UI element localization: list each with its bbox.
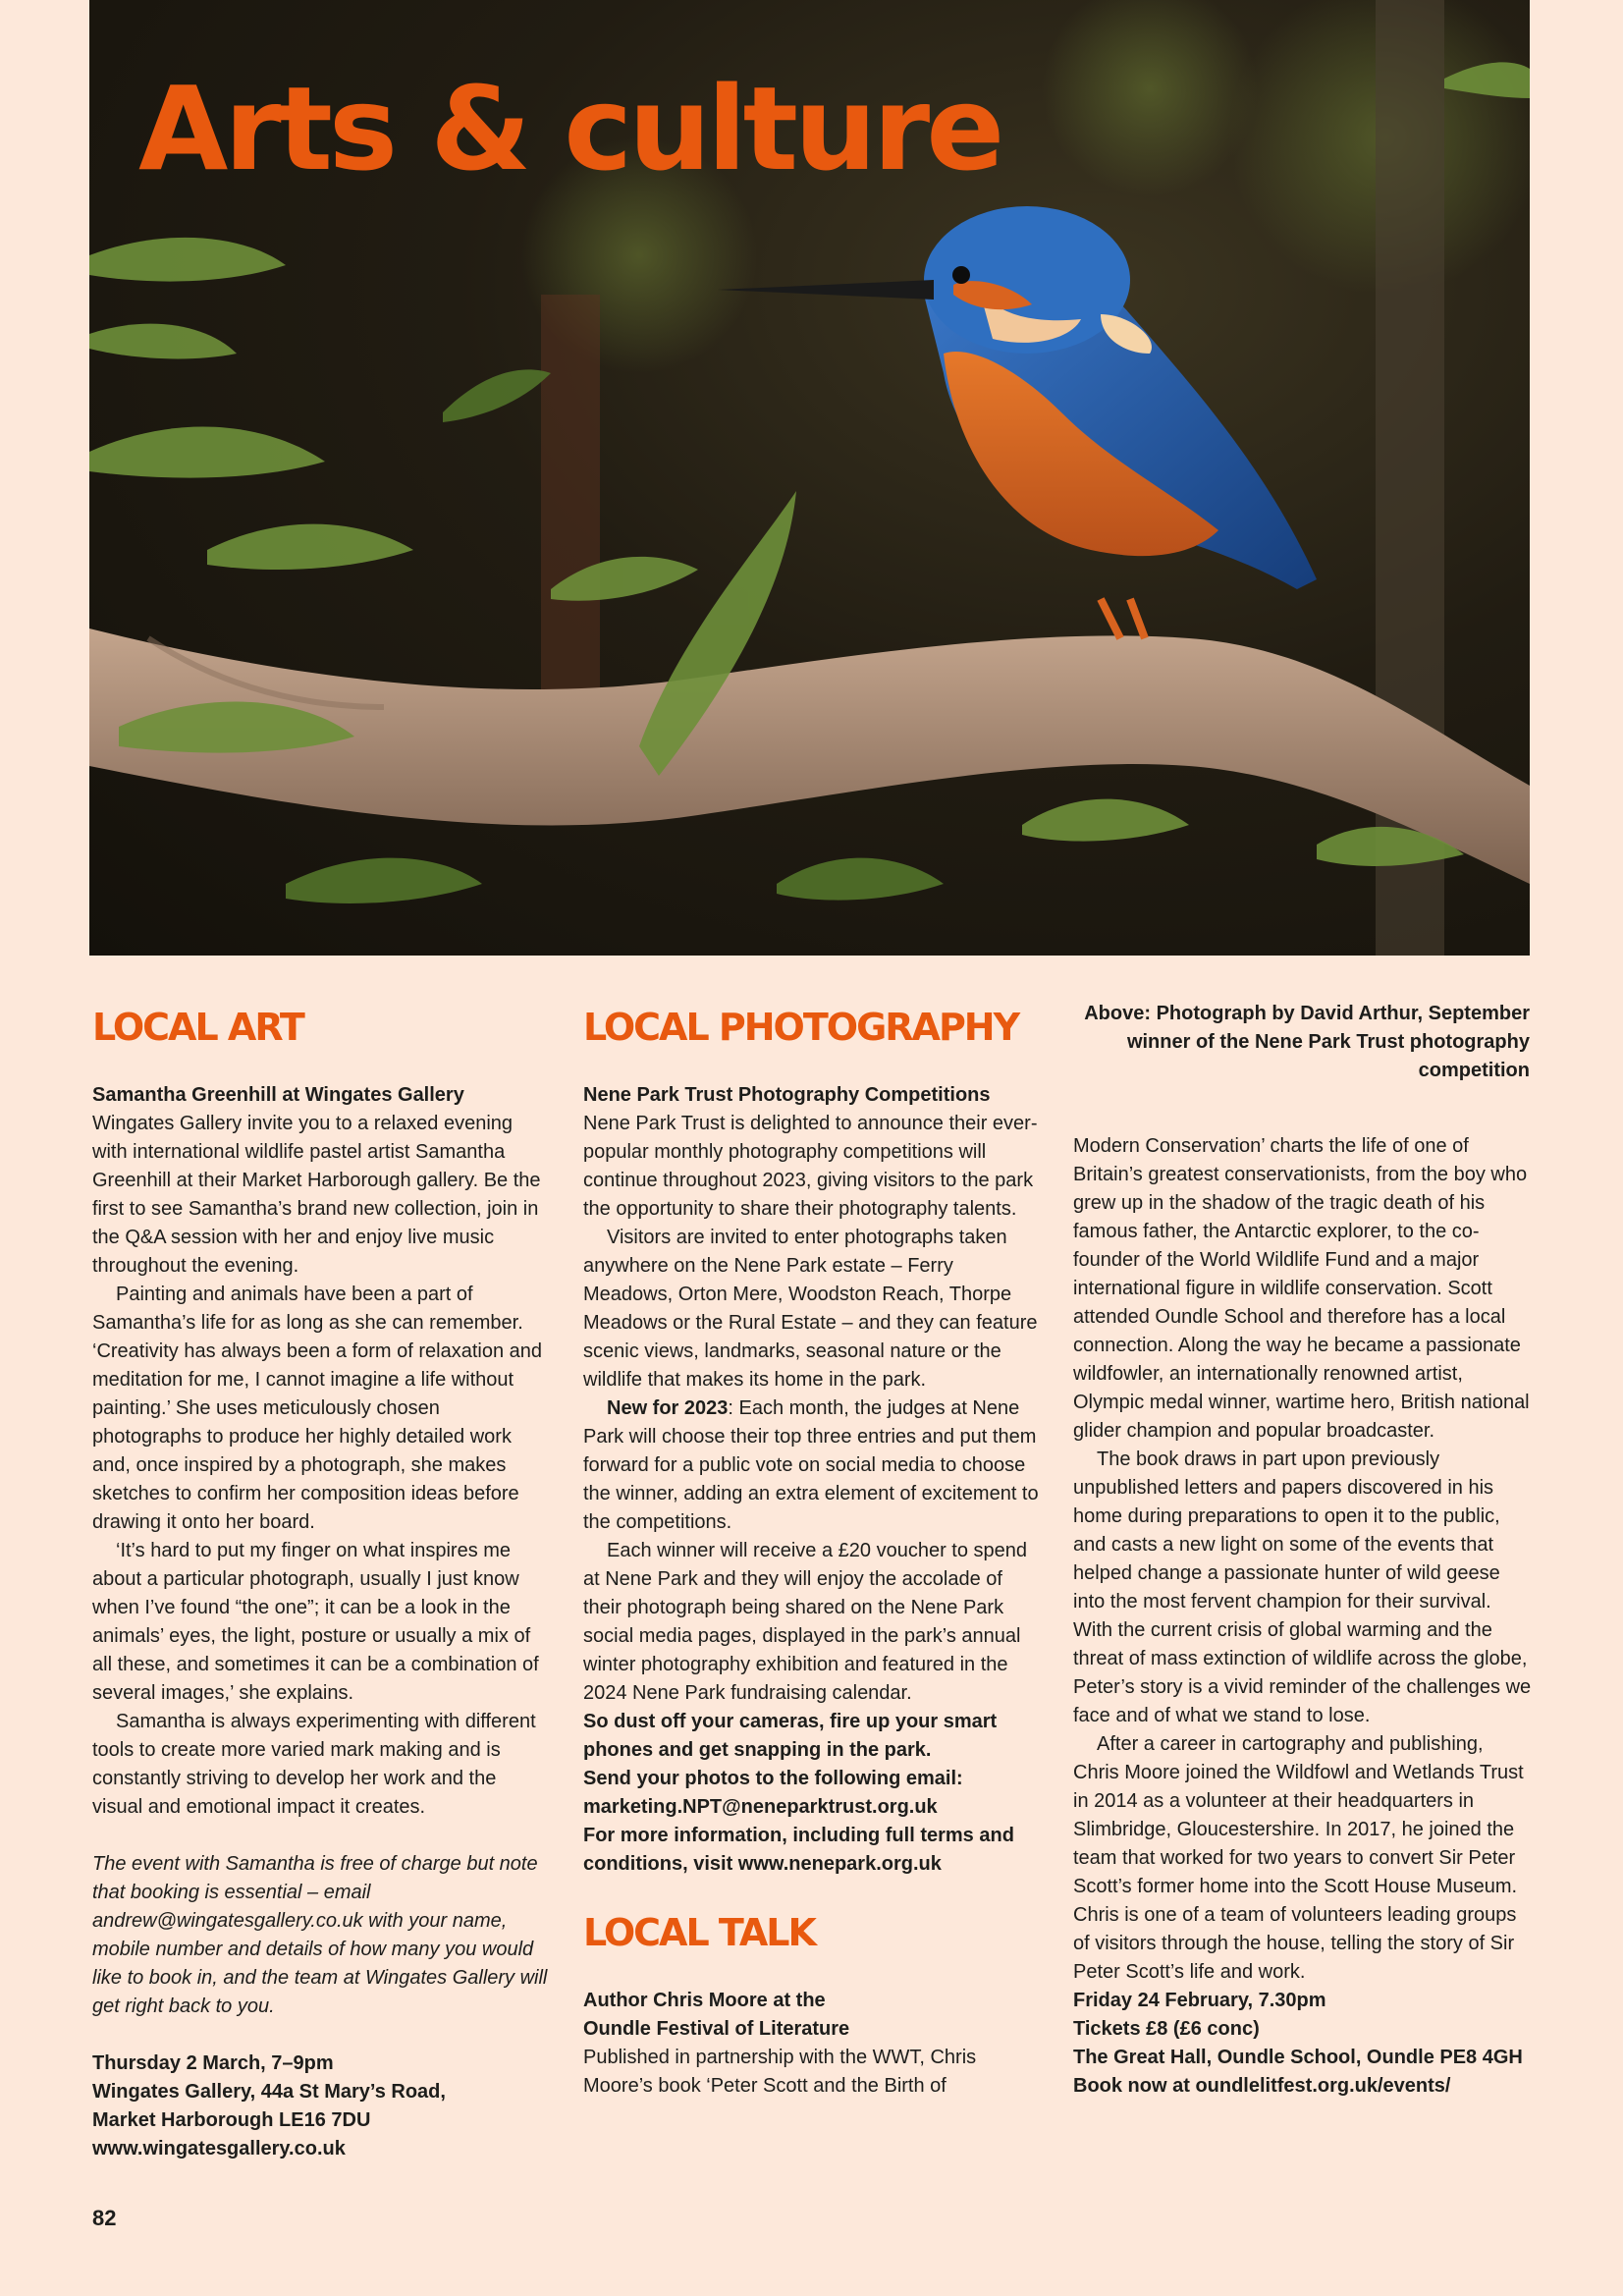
event-date: Thursday 2 March, 7–9pm [92,2052,334,2074]
booking-note: The event with Samantha is free of charge but note that booking is essential – email andrew@wingatesgallery.co.uk with your name, mobile number and details of how many you would like to book in, and the team at Wingates Gallery will get right back to you. [92,1853,548,2017]
local-talk-continued [1073,1132,1533,2101]
local-art-section [92,1002,552,2163]
local-talk-subheading: Oundle Festival of Literature [583,2018,850,2040]
page-title: Arts & culture [138,61,1001,196]
local-photography-heading: LOCAL PHOTOGRAPHY [583,1006,1019,1049]
article-paragraph: Nene Park Trust is delighted to announce their ever-popular monthly photography competitions will continue throughout 2023, giving visitors to the park the opportunity to share their photography talents. [583,1113,1038,1220]
local-photography-subheading: Nene Park Trust Photography Competitions [583,1084,991,1106]
callout-snapping: So dust off your cameras, fire up your smart phones and get snapping in the park. [583,1711,998,1761]
hero-image [89,0,1530,956]
talk-venue: The Great Hall, Oundle School, Oundle PE8 4GH [1073,2047,1523,2068]
article-paragraph: After a career in cartography and publishing, Chris Moore joined the Wildfowl and Wetlands Trust in 2014 as a volunteer at their headquarters in Slimbridge, Gloucestershire. In 2017, he joined the team that worked for two years to convert Sir Peter Scott’s former home into the Scott House Museum. Chris is one of a team of volunteers leading groups of visitors through the house, telling the story of Sir Peter Scott’s life and work. [1073,1733,1524,1983]
talk-tickets: Tickets £8 (£6 conc) [1073,2018,1260,2040]
local-art-heading: LOCAL ART [92,1006,303,1049]
talk-booking-link[interactable]: Book now at oundlelitfest.org.uk/events/ [1073,2075,1451,2097]
article-paragraph [583,1394,1043,1537]
article-paragraph: ‘It’s hard to put my finger on what inspires me about a particular photograph, usually I just know when I’ve found “the one”; it can be a look in the animals’ eyes, the light, posture or usually a mix of all these, and sometimes it can be a combination of several images,’ she explains. [92,1540,539,1704]
local-photography-section [583,1002,1043,2101]
local-talk-heading: LOCAL TALK [583,1911,815,1954]
article-paragraph: Painting and animals have been a part of Samantha’s life for as long as she can remember. ‘Creativity has always been a form of relaxation and meditation for me, I cannot imagine a life without painting.’ She uses meticulously chosen photographs to produce her highly detailed work and, once inspired by a photograph, she makes sketches to confirm her composition ideas before drawing it onto her board. [92,1284,543,1533]
event-website[interactable]: www.wingatesgallery.co.uk [92,2138,346,2159]
callout-more-info[interactable]: For more information, including full terms and conditions, visit www.nenepark.org.uk [583,1825,1014,1875]
new-for-2023-label: New for 2023 [607,1397,729,1419]
article-paragraph: The book draws in part upon previously unpublished letters and papers discovered in his home during preparations to open it to the public, and casts a new light on some of the events that helped change a passionate hunter of wild geese into the most fervent champion for their survival. With the current crisis of global warming and the threat of mass extinction of wildlife across the globe, Peter’s story is a vivid reminder of the challenges we face and of what we stand to lose. [1073,1449,1532,1726]
article-paragraph: Each winner will receive a £20 voucher to spend at Nene Park and they will enjoy the accolade of their photograph being shared on the Nene Park social media pages, displayed in the park’s annual winter photography exhibition and featured in the 2024 Nene Park fundraising calendar. [583,1540,1028,1704]
event-address: Market Harborough LE16 7DU [92,2109,371,2131]
callout-email[interactable]: Send your photos to the following email: marketing.NPT@neneparktrust.org.uk [583,1768,963,1818]
page-number: 82 [92,2206,117,2230]
talk-date: Friday 24 February, 7.30pm [1073,1990,1326,2011]
article-paragraph: Samantha is always experimenting with different tools to create more varied mark making and is constantly striving to develop her work and the visual and emotional impact it creates. [92,1711,536,1818]
image-caption: Above: Photograph by David Arthur, September winner of the Nene Park Trust photography competition [1084,1003,1530,1081]
article-paragraph: Visitors are invited to enter photographs taken anywhere on the Nene Park estate – Ferry Meadows, Orton Mere, Woodston Reach, Thorpe Meadows or the Rural Estate – and they can feature scenic views, landmarks, seasonal nature or the wildlife that makes its home in the park. [583,1227,1038,1391]
local-talk-subheading: Author Chris Moore at the [583,1990,826,2011]
new-for-2023-text: : Each month, the judges at Nene Park will choose their top three entries and put them forward for a public vote on social media to choose the winner, adding an extra element of excitement to the competitions. [583,1397,1039,1533]
article-paragraph: Published in partnership with the WWT, Chris Moore’s book ‘Peter Scott and the Birth of [583,2047,977,2097]
article-paragraph: Modern Conservation’ charts the life of one of Britain’s greatest conservationists, from the boy who grew up in the shadow of the tragic death of his famous father, the Antarctic explorer, to the co-founder of the World Wildlife Fund and a major international figure in wildlife conservation. Scott attended Oundle School and therefore has a local connection. Along the way he became a passionate wildfowler, an internationally renowned artist, Olympic medal winner, wartime hero, British national glider champion and popular broadcaster. [1073,1135,1530,1442]
event-venue: Wingates Gallery, 44a St Mary’s Road, [92,2081,446,2103]
local-art-subheading: Samantha Greenhill at Wingates Gallery [92,1084,464,1106]
article-paragraph: Wingates Gallery invite you to a relaxed evening with international wildlife pastel artist Samantha Greenhill at their Market Harborough gallery. Be the first to see Samantha’s brand new collection, join in the Q&A session with her and enjoy live music throughout the evening. [92,1113,541,1277]
